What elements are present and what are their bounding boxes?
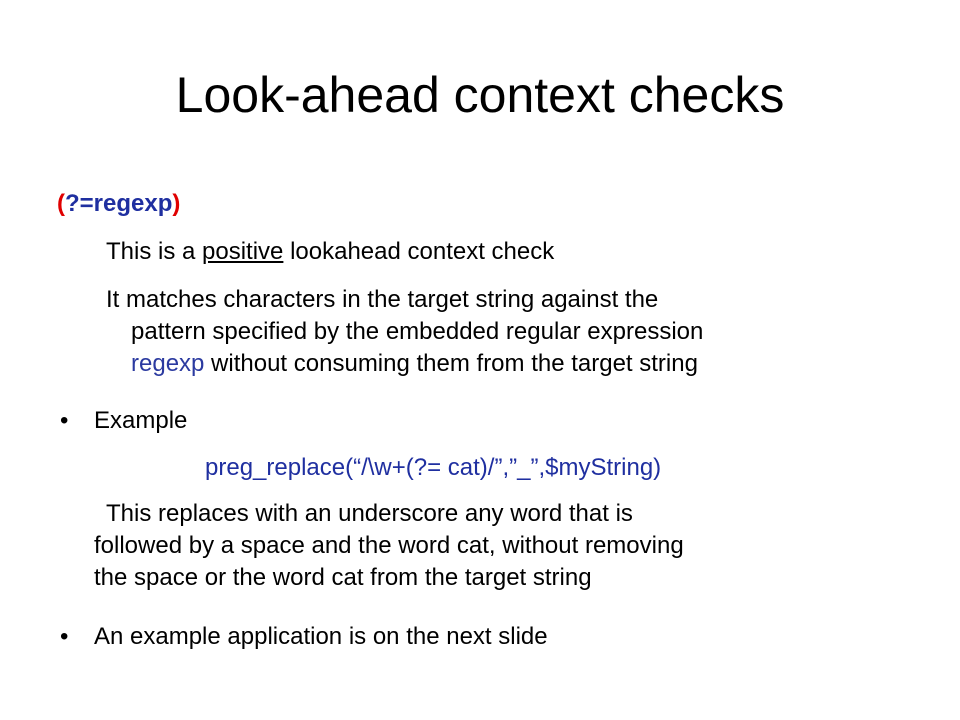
bullet-application xyxy=(60,621,548,653)
lookahead-syntax xyxy=(57,188,180,220)
matches-line-2: pattern specified by the embedded regular expression xyxy=(131,318,704,345)
bullet-example xyxy=(60,405,188,437)
positive-word: positive xyxy=(202,238,284,265)
code-description xyxy=(94,498,684,594)
syntax-open-paren: ( xyxy=(57,190,65,217)
matches-paragraph xyxy=(106,284,703,380)
description-line-1: This replaces with an underscore any word that is xyxy=(106,500,633,527)
example-label: Example xyxy=(94,407,188,434)
matches-line-1: It matches characters in the target string against the xyxy=(106,286,659,313)
matches-line-3 xyxy=(106,348,703,380)
syntax-keyword: ?=regexp xyxy=(65,190,173,217)
bullet-dot: • xyxy=(60,623,69,650)
positive-line-before: This is a xyxy=(106,238,203,265)
regexp-word: regexp xyxy=(131,350,205,377)
application-text: An example application is on the next slide xyxy=(94,623,548,650)
description-line-3: the space or the word cat from the target string xyxy=(94,564,592,591)
bullet-dot: • xyxy=(60,407,69,434)
description-line-2: followed by a space and the word cat, without removing xyxy=(94,532,684,559)
slide-title: Look-ahead context checks xyxy=(175,67,785,123)
code-example: preg_replace(“/\w+(?= cat)/”,”_”,$myString) xyxy=(205,454,662,481)
syntax-close-paren: ) xyxy=(172,190,181,217)
matches-line-3-rest: without consuming them from the target string xyxy=(204,350,698,377)
positive-lookahead-line xyxy=(106,236,554,268)
positive-line-after: lookahead context check xyxy=(283,238,555,265)
